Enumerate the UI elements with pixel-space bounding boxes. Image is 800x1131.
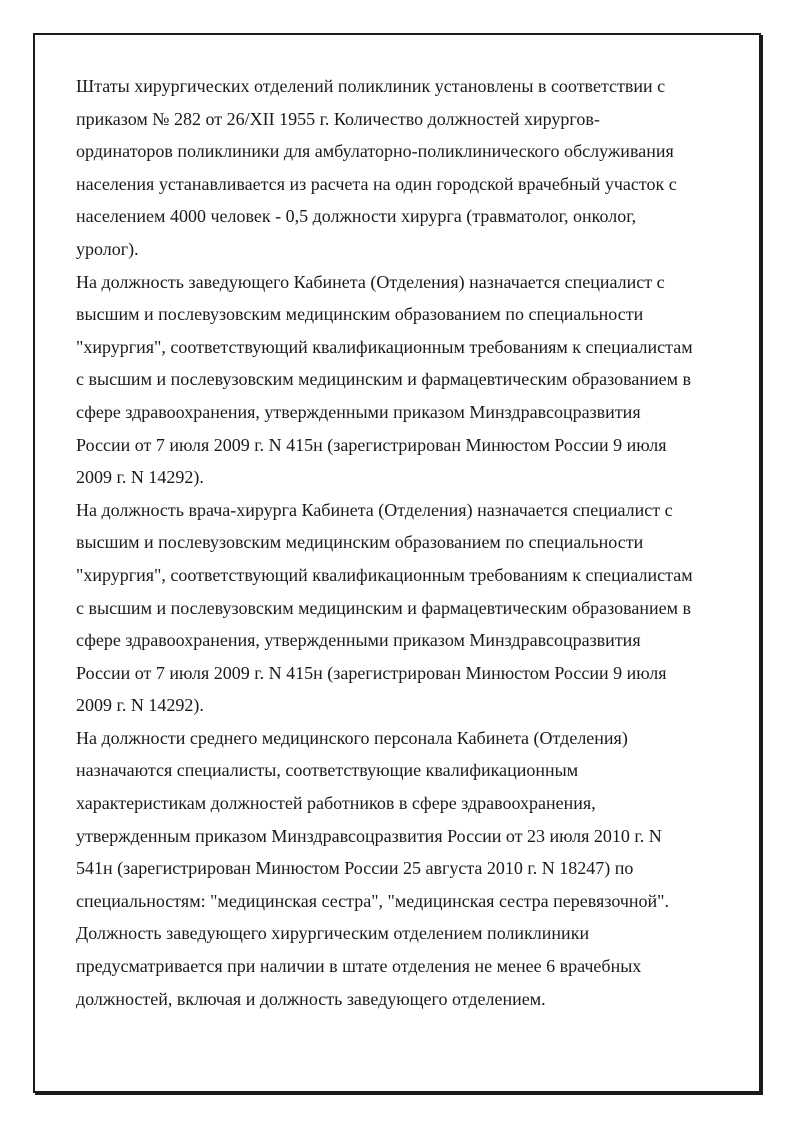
text-line: с высшим и послевузовским медицинским и фармацевтическим образованием в [76,597,691,618]
text-line: На должность заведующего Кабинета (Отделения) назначается специалист с [76,271,665,292]
text-line: "хирургия", соответствующий квалификационным требованиям к специалистам [76,336,693,357]
text-line: сфере здравоохранения, утвержденными приказом Минздравсоцразвития [76,401,641,422]
text-line: приказом № 282 от 26/XII 1955 г. Количество должностей хирургов- [76,108,600,129]
text-line: На должность врача-хирурга Кабинета (Отделения) назначается специалист с [76,499,673,520]
text-line: 2009 г. N 14292). [76,467,204,488]
text-line: России от 7 июля 2009 г. N 415н (зарегистрирован Минюстом России 9 июля [76,662,667,683]
text-line: назначаются специалисты, соответствующие квалификационным [76,760,579,781]
text-line: Штаты хирургических отделений поликлиник установлены в соответствии с [76,76,666,96]
text-line: населением 4000 человек - 0,5 должности хирурга (травматолог, онколог, [76,206,637,227]
text-line: сфере здравоохранения, утвержденными приказом Минздравсоцразвития [76,630,641,651]
text-line: утвержденным приказом Минздравсоцразвития России от 23 июля 2010 г. N [76,825,662,846]
text-line: предусматривается при наличии в штате отделения не менее 6 врачебных [76,956,642,977]
document-body [76,70,736,1015]
text-line: На должности среднего медицинского персонала Кабинета (Отделения) [76,727,628,748]
text-line: специальностям: "медицинская сестра", "медицинская сестра перевязочной". [76,890,670,911]
text-line: должностей, включая и должность заведующего отделением. [76,988,546,1009]
text-line: 541н (зарегистрирован Минюстом России 25 августа 2010 г. N 18247) по [76,858,634,879]
text-line: уролог). [76,238,139,259]
text-line: России от 7 июля 2009 г. N 415н (зарегистрирован Минюстом России 9 июля [76,434,667,455]
text-line: населения устанавливается из расчета на один городской врачебный участок с [76,173,677,194]
text-line: ординаторов поликлиники для амбулаторно-поликлинического обслуживания [76,141,674,162]
text-line: высшим и послевузовским медицинским образованием по специальности [76,304,644,325]
text-line: характеристикам должностей работников в сфере здравоохранения, [76,793,596,814]
text-line: высшим и послевузовским медицинским образованием по специальности [76,532,644,553]
text-line: 2009 г. N 14292). [76,695,204,716]
text-line: с высшим и послевузовским медицинским и фармацевтическим образованием в [76,369,691,390]
text-line: "хирургия", соответствующий квалификационным требованиям к специалистам [76,564,693,585]
text-line: Должность заведующего хирургическим отделением поликлиники [76,923,590,944]
